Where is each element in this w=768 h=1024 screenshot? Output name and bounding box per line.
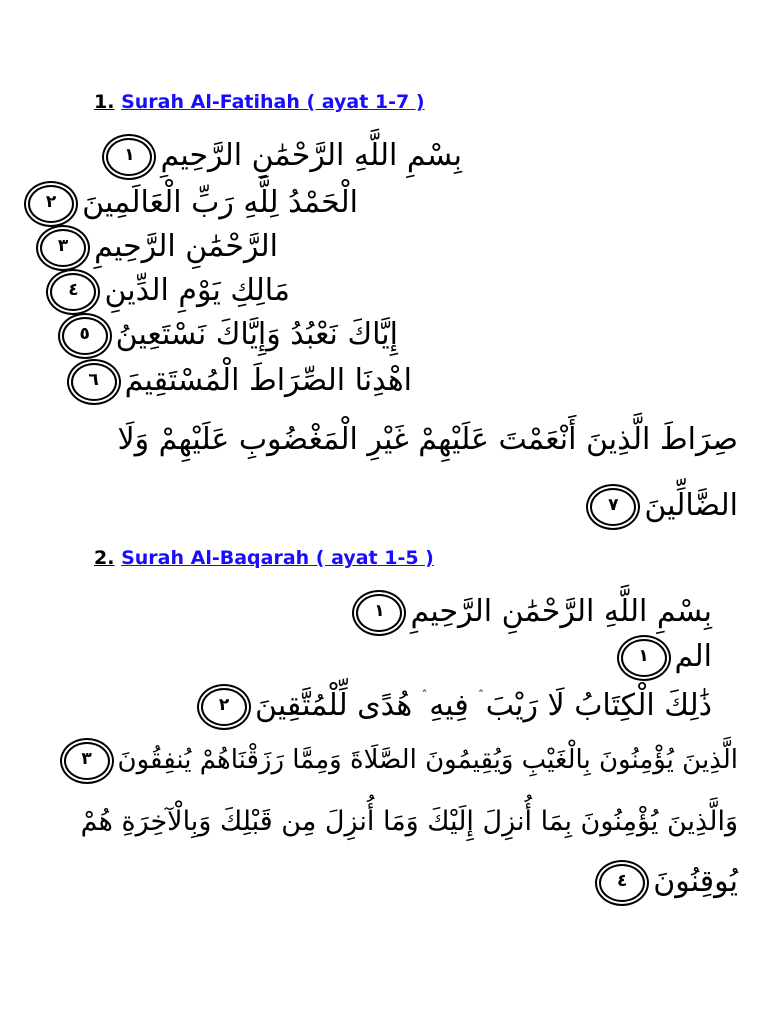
ayah-number-marker: ٤: [50, 273, 96, 311]
verse-line: [20, 181, 358, 225]
ayah-number-marker: ٣: [40, 229, 86, 267]
section-number: 1.: [94, 91, 115, 113]
verse-line: [81, 800, 738, 844]
verse-line: [193, 684, 712, 728]
verse-text: وَالَّذِينَ يُؤْمِنُونَ بِمَا أُنزِلَ إِلَيْكَ وَمَا أُنزِلَ مِن قَبْلِكَ وَبِالْآخِرَةِ هُمْ: [80, 806, 738, 837]
verse-line: [117, 418, 738, 462]
ayah-number-marker: ٦: [71, 363, 117, 401]
ayah-number-marker: ٣: [64, 742, 110, 780]
verse-line: [98, 134, 462, 178]
section-heading-fatihah: [94, 90, 425, 114]
ayah-number-marker: ٤: [599, 864, 645, 902]
ayah-number-marker: ٥: [62, 317, 108, 355]
ayah-number-marker: ٢: [28, 185, 74, 223]
verse-text: الْحَمْدُ لِلَّهِ رَبِّ الْعَالَمِينَ: [82, 185, 358, 220]
ayah-number-marker: ١: [106, 138, 152, 176]
verse-text: الَّذِينَ يُؤْمِنُونَ بِالْغَيْبِ وَيُقِيمُونَ الصَّلَاةَ وَمِمَّا رَزَقْنَاهُمْ يُنفِقُونَ: [117, 745, 738, 775]
verse-text: صِرَاطَ الَّذِينَ أَنْعَمْتَ عَلَيْهِمْ غَيْرِ الْمَغْضُوبِ عَلَيْهِمْ وَلَا: [117, 422, 738, 457]
surah-fatihah-link[interactable]: Surah Al-Fatihah ( ayat 1-7 ): [121, 91, 425, 113]
verse-text: اهْدِنَا الصِّرَاطَ الْمُسْتَقِيمَ: [124, 363, 412, 398]
verse-line: [591, 860, 738, 904]
verse-text: بِسْمِ اللَّهِ الرَّحْمَٰنِ الرَّحِيمِ: [160, 138, 462, 173]
ayah-number-marker: ١: [356, 594, 402, 632]
section-heading-baqarah: [94, 546, 434, 570]
verse-line: [63, 359, 412, 403]
verse-text: يُوقِنُونَ: [653, 864, 738, 899]
verse-text: إِيَّاكَ نَعْبُدُ وَإِيَّاكَ نَسْتَعِينُ: [115, 317, 398, 352]
verse-text: الم: [674, 639, 712, 674]
verse-text: الرَّحْمَٰنِ الرَّحِيمِ: [94, 229, 278, 264]
verse-line: [56, 738, 738, 782]
surah-baqarah-link[interactable]: Surah Al-Baqarah ( ayat 1-5 ): [121, 547, 434, 569]
verse-line: [613, 635, 712, 679]
verse-line: [348, 590, 712, 634]
ayah-number-marker: ٧: [590, 488, 636, 526]
verse-text: بِسْمِ اللَّهِ الرَّحْمَٰنِ الرَّحِيمِ: [410, 594, 712, 629]
verse-line: [54, 313, 398, 357]
ayah-number-marker: ٢: [201, 688, 247, 726]
section-number: 2.: [94, 547, 115, 569]
verse-line: [42, 269, 290, 313]
verse-text: الضَّالِّينَ: [644, 488, 738, 523]
verse-text: مَالِكِ يَوْمِ الدِّينِ: [104, 273, 290, 308]
verse-line: [582, 484, 738, 528]
verse-line: [32, 225, 278, 269]
ayah-number-marker: ١: [621, 639, 667, 677]
verse-text: ذَٰلِكَ الْكِتَابُ لَا رَيْبَ ۛ فِيهِ ۛ هُدًى لِّلْمُتَّقِينَ: [255, 688, 712, 723]
